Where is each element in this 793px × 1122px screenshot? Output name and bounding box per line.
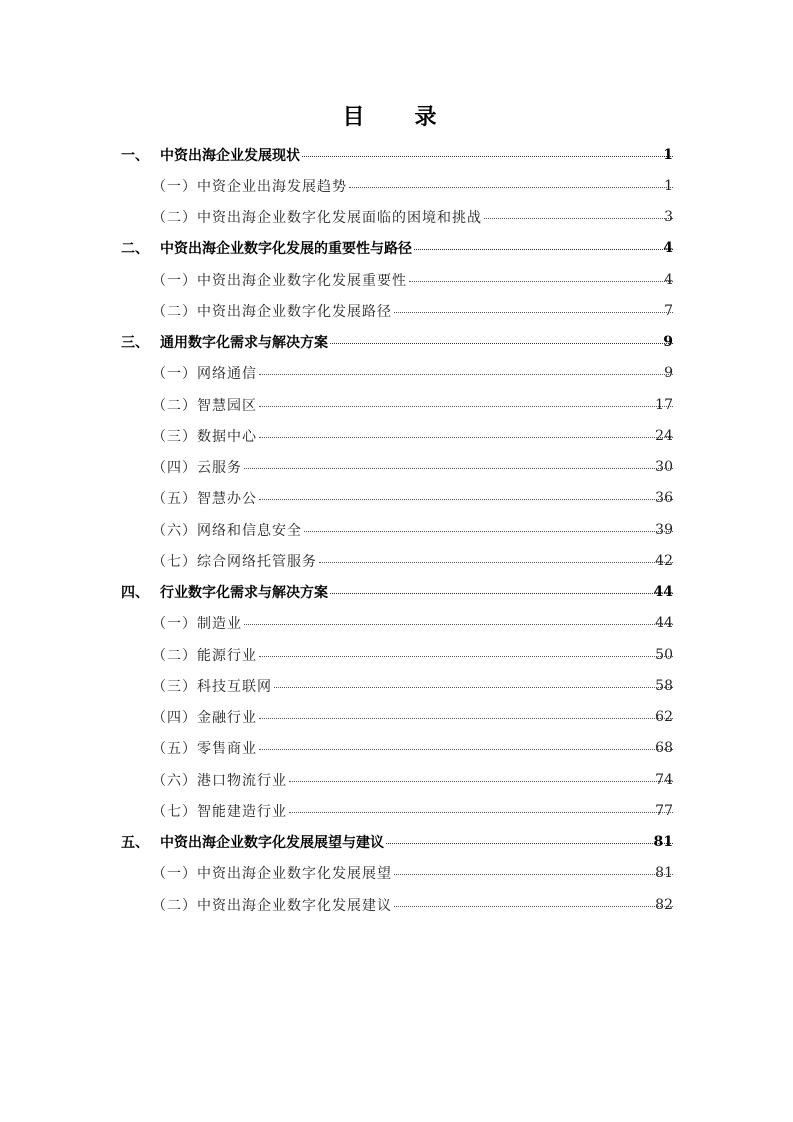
toc-page-number: 44	[655, 615, 673, 632]
dot-leader	[330, 593, 673, 594]
toc-section-number: 一、	[121, 147, 149, 164]
dot-leader	[259, 718, 673, 719]
toc-entry-line	[152, 363, 675, 383]
toc-entry-line	[152, 676, 675, 696]
toc-subsection-entry[interactable]	[0, 420, 793, 451]
table-of-contents	[0, 139, 793, 920]
dot-leader	[330, 343, 673, 344]
toc-entry-line	[160, 238, 675, 258]
toc-entry-line	[152, 551, 675, 571]
dot-leader	[304, 531, 673, 532]
dot-leader	[409, 281, 673, 282]
dot-leader	[259, 499, 673, 500]
toc-section-entry[interactable]	[0, 577, 793, 608]
dot-leader	[289, 812, 673, 813]
dot-leader	[244, 624, 673, 625]
toc-entry-line	[152, 738, 675, 758]
dot-leader	[319, 562, 673, 563]
toc-section-entry[interactable]	[0, 827, 793, 858]
toc-entry-label: （二）能源行业	[152, 647, 257, 664]
toc-page-number: 42	[655, 552, 673, 569]
toc-entry-label: （一）制造业	[152, 616, 242, 633]
toc-entry-label: 中资出海企业发展现状	[160, 147, 300, 164]
toc-section-number: 五、	[121, 835, 149, 852]
dot-leader	[349, 187, 673, 188]
toc-subsection-entry[interactable]	[0, 764, 793, 795]
toc-entry-label: （一）中资出海企业数字化发展重要性	[152, 272, 407, 289]
toc-entry-line	[152, 270, 675, 290]
toc-page-number: 36	[655, 490, 673, 507]
toc-entry-label: （四）金融行业	[152, 710, 257, 727]
toc-entry-label: （一）网络通信	[152, 366, 257, 383]
dot-leader	[244, 468, 673, 469]
toc-entry-line	[152, 176, 675, 196]
toc-entry-label: （二）中资出海企业数字化发展面临的困境和挑战	[152, 210, 482, 227]
toc-entry-label: 行业数字化需求与解决方案	[160, 585, 328, 602]
toc-page-number: 81	[655, 865, 673, 882]
toc-section-entry[interactable]	[0, 139, 793, 170]
toc-entry-line	[160, 582, 675, 602]
toc-entry-label: 中资出海企业数字化发展的重要性与路径	[160, 241, 412, 258]
toc-entry-line	[160, 832, 675, 852]
toc-entry-line	[152, 645, 675, 665]
toc-entry-label: 中资出海企业数字化发展展望与建议	[160, 835, 384, 852]
toc-subsection-entry[interactable]	[0, 264, 793, 295]
toc-entry-label: （一）中资出海企业数字化发展展望	[152, 866, 392, 883]
toc-entry-line	[152, 395, 675, 415]
toc-page-number: 1	[663, 146, 673, 163]
toc-entry-line	[152, 207, 675, 227]
toc-page-number: 7	[664, 302, 673, 319]
toc-page-number: 30	[655, 459, 673, 476]
toc-entry-line	[152, 301, 675, 321]
toc-entry-line	[152, 613, 675, 633]
toc-entry-line	[160, 332, 675, 352]
dot-leader	[259, 656, 673, 657]
dot-leader	[394, 874, 673, 875]
toc-section-number: 四、	[121, 585, 149, 602]
toc-subsection-entry[interactable]	[0, 295, 793, 326]
toc-subsection-entry[interactable]	[0, 702, 793, 733]
toc-entry-line	[152, 520, 675, 540]
toc-page-number: 39	[655, 521, 673, 538]
toc-page-number: 3	[664, 209, 673, 226]
toc-subsection-entry[interactable]	[0, 170, 793, 201]
dot-leader	[259, 749, 673, 750]
toc-subsection-entry[interactable]	[0, 202, 793, 233]
toc-page-number: 74	[655, 771, 673, 788]
toc-entry-label: （二）中资出海企业数字化发展建议	[152, 897, 392, 914]
toc-subsection-entry[interactable]	[0, 483, 793, 514]
toc-page-number: 82	[655, 896, 673, 913]
toc-page-number: 9	[663, 334, 673, 351]
toc-subsection-entry[interactable]	[0, 389, 793, 420]
toc-entry-line	[152, 801, 675, 821]
toc-subsection-entry[interactable]	[0, 358, 793, 389]
dot-leader	[394, 312, 673, 313]
dot-leader	[484, 218, 673, 219]
toc-page-number: 4	[664, 271, 673, 288]
toc-entry-label: （三）数据中心	[152, 428, 257, 445]
toc-subsection-entry[interactable]	[0, 608, 793, 639]
toc-section-entry[interactable]	[0, 233, 793, 264]
toc-entry-label: （一）中资企业出海发展趋势	[152, 178, 347, 195]
toc-page-number: 17	[655, 396, 673, 413]
toc-subsection-entry[interactable]	[0, 545, 793, 576]
toc-subsection-entry[interactable]	[0, 889, 793, 920]
toc-page-number: 68	[655, 740, 673, 757]
toc-entry-label: （六）网络和信息安全	[152, 522, 302, 539]
dot-leader	[302, 156, 673, 157]
toc-entry-label: （五）智慧办公	[152, 491, 257, 508]
toc-page-number: 81	[653, 834, 673, 851]
toc-subsection-entry[interactable]	[0, 795, 793, 826]
page-title: 目 录	[342, 105, 451, 130]
toc-entry-label: （二）中资出海企业数字化发展路径	[152, 303, 392, 320]
toc-entry-label: （二）智慧园区	[152, 397, 257, 414]
toc-page-number: 9	[664, 365, 673, 382]
toc-page-number: 24	[655, 427, 673, 444]
toc-entry-line	[152, 770, 675, 790]
toc-entry-label: （四）云服务	[152, 460, 242, 477]
toc-subsection-entry[interactable]	[0, 670, 793, 701]
toc-entry-line	[152, 426, 675, 446]
toc-page-number: 50	[655, 646, 673, 663]
toc-entry-line	[152, 457, 675, 477]
toc-subsection-entry[interactable]	[0, 639, 793, 670]
toc-page-number: 62	[655, 709, 673, 726]
dot-leader	[394, 906, 673, 907]
dot-leader	[274, 687, 673, 688]
toc-section-number: 二、	[121, 241, 149, 258]
toc-page-number: 77	[655, 802, 673, 819]
dot-leader	[259, 406, 673, 407]
toc-entry-label: （五）零售商业	[152, 741, 257, 758]
toc-entry-label: 通用数字化需求与解决方案	[160, 335, 328, 352]
toc-entry-label: （七）智能建造行业	[152, 803, 287, 820]
toc-subsection-entry[interactable]	[0, 858, 793, 889]
toc-page-number: 44	[653, 584, 673, 601]
toc-entry-line	[160, 145, 675, 165]
toc-entry-line	[152, 707, 675, 727]
toc-entry-label: （六）港口物流行业	[152, 772, 287, 789]
dot-leader	[259, 437, 673, 438]
toc-subsection-entry[interactable]	[0, 514, 793, 545]
toc-section-entry[interactable]	[0, 327, 793, 358]
dot-leader	[386, 843, 673, 844]
dot-leader	[259, 374, 673, 375]
toc-entry-line	[152, 895, 675, 915]
toc-subsection-entry[interactable]	[0, 733, 793, 764]
toc-page-number: 4	[663, 240, 673, 257]
dot-leader	[289, 781, 673, 782]
toc-entry-line	[152, 488, 675, 508]
toc-page-number: 58	[655, 677, 673, 694]
toc-section-number: 三、	[121, 335, 149, 352]
toc-entry-label: （七）综合网络托管服务	[152, 553, 317, 570]
toc-page-number: 1	[664, 177, 673, 194]
toc-entry-line	[152, 863, 675, 883]
dot-leader	[414, 249, 673, 250]
toc-subsection-entry[interactable]	[0, 452, 793, 483]
toc-entry-label: （三）科技互联网	[152, 678, 272, 695]
